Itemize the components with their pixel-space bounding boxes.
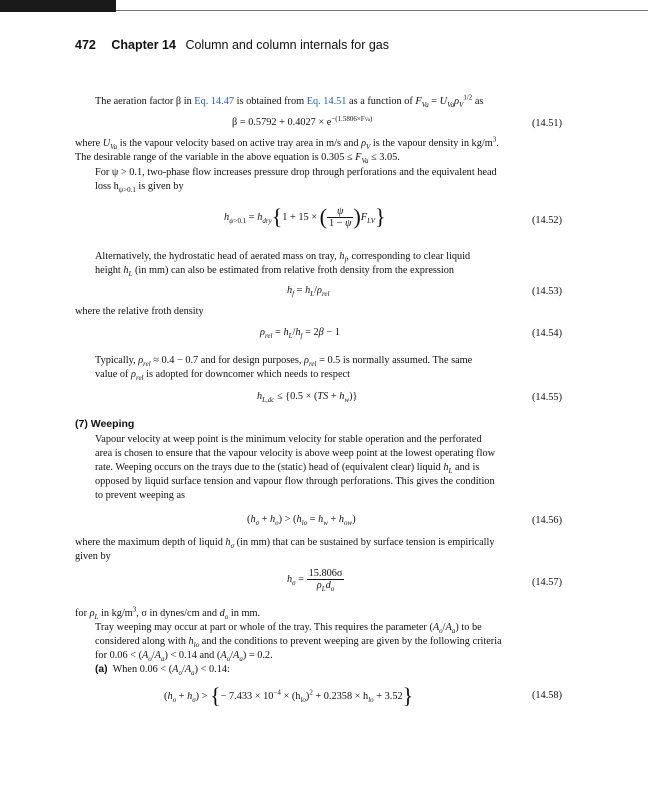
page-number: 472 (75, 38, 96, 52)
paragraph-weeping-3: rate. Weeping occurs on the trays due to the (static) head of (equivalent clear) liquid $h_L$ and is (95, 462, 480, 476)
text: is the vapour density in kg/m (370, 138, 493, 149)
paragraph-typically-2: value of $\rho_{rel}$ is adopted for downcomer which needs to respect (95, 369, 350, 383)
eq-number-14-55: (14.55) (531, 392, 562, 403)
eq-exp-sub: Va (364, 117, 370, 123)
paragraph-weeping-5: to prevent weeping as (95, 490, 186, 501)
text: < 0.14 and (167, 650, 217, 661)
equation-14-53: $h_f = h_L/\rho_{rel}$ (287, 285, 330, 299)
paragraph-where-uva: where $U_{Va}$ is the vapour velocity based on active tray area in m/s and $\rho_V$ is the vapour density in $kg/m^3$. (75, 135, 499, 152)
text: in mm. (228, 608, 261, 619)
subscript: ψ>0.1 (118, 186, 136, 195)
equation-14-55: $h_{L,dc} \le \{0.5 \times (TS + h_w)\}$ (257, 391, 358, 405)
eq-number-14-54: (14.54) (531, 328, 562, 339)
text: is adopted for downcomer which needs to respect (143, 369, 350, 380)
text: is given by (135, 181, 184, 192)
paragraph-alternatively-2: height $h_L$ (in mm) can also be estimated from relative froth density from the expression (95, 265, 455, 279)
top-bar (0, 0, 116, 12)
text: rate. Weeping occurs on the trays due to the (static) head of (equivalent clear) liquid (95, 462, 444, 473)
text: (in mm) that can be sustained by surface tension is empirically (234, 537, 495, 548)
paragraph-max-depth-2: given by (75, 551, 111, 562)
equation-14-52: $h_{\psi>0.1} = h_{dry}\{1 + 15$ × ( $\frac{\psi}{1 - \psi}$ )$F_{LV}$} (224, 204, 386, 230)
paragraph-units: for $\rho_L$ in $kg/m^3$, σ in dynes/cm and $d_o$ in mm. (75, 605, 261, 622)
paragraph-weeping-1: Vapour velocity at weep point is the minimum velocity for stable operation and the perforated (95, 434, 482, 445)
eq-14-47-link[interactable]: Eq. 14.47 (194, 96, 235, 107)
eq-number-14-53: (14.53) (531, 286, 562, 297)
paragraph-tray-weeping-3: for $0.06 < (A_o/A_a) < 0.14$ and $(A_o/A_a) = 0.2$. (95, 650, 273, 664)
eq-text: × (h (280, 691, 301, 702)
eq-text: + 3.52 (373, 691, 403, 702)
text: and the conditions to prevent weeping are given by the following criteria (199, 636, 502, 647)
text: ≤ 3.05. (368, 152, 400, 163)
eq-exp: −4 (273, 688, 281, 697)
text: to be (458, 622, 482, 633)
numerator: 15.806σ (308, 568, 343, 579)
text: loss h (95, 181, 119, 192)
eq-text: β = 0.5792 + 0.4027 × e (232, 117, 332, 128)
eq-exp-end: ) (369, 114, 373, 123)
text: (in mm) can also be estimated from relative froth density from the expression (132, 265, 455, 276)
eq-text: + 0.2358 × h (312, 691, 369, 702)
text: ≈ 0.4 − 0.7 and for design purposes, (150, 355, 305, 366)
eq-number-14-58: (14.58) (531, 690, 562, 701)
eq-exp: −(1.5806×F (331, 114, 365, 123)
subcase-label: (a) (95, 664, 108, 675)
text: Alternatively, the hydrostatic head of aerated mass on tray, (95, 251, 340, 262)
paragraph-range: The desirable range of the variable in the above equation is $0.305 \le F_{Va} \le 3.05$. (75, 152, 400, 166)
text: Tray weeping may occur at part or whole of the tray. This requires the parameter (95, 622, 430, 633)
text: , corresponding to clear liquid (346, 251, 471, 262)
equation-14-56: $(h_\sigma + h_o) > (h_{lo} = h_w + h_{ow})$ (247, 514, 356, 528)
text: < 0.14: (198, 664, 230, 675)
text: for 0.06 < (95, 650, 139, 661)
text: height (95, 265, 124, 276)
text: = 0.5 is normally assumed. The same (316, 355, 473, 366)
paragraph-tray-weeping: Tray weeping may occur at part or whole of the tray. This requires the parameter $(A_o/A_a)$ to be (95, 622, 482, 636)
eq-14-51-link[interactable]: Eq. 14.51 (306, 96, 347, 107)
text: is the vapour velocity based on active tray area in m/s and (117, 138, 362, 149)
paragraph-froth-density: where the relative froth density (75, 306, 204, 317)
eq-number-14-56: (14.56) (531, 515, 562, 526)
text: The aeration factor β in (95, 96, 195, 107)
chapter-label: Chapter 14 (111, 38, 176, 52)
text: is obtained from (234, 96, 307, 107)
equation-14-54: $\rho_{rel} = h_L/h_f = 2\beta - 1$ (260, 327, 340, 341)
chapter-title: Column and column internals for gas (185, 38, 390, 52)
text: Typically, (95, 355, 139, 366)
eq-text: − 7.433 × 10 (220, 691, 274, 702)
text: The desirable range of the variable in the above equation is 0.305 ≤ (75, 152, 356, 163)
subcase-a: (a) When $0.06 < (A_o/A_a) < 0.14$: (95, 664, 230, 678)
eq-number-14-57: (14.57) (531, 577, 562, 588)
paragraph-tray-weeping-2: considered along with $h_{lo}$ and the conditions to prevent weeping are given by the following criteria (95, 636, 502, 650)
paragraph-alternatively: Alternatively, the hydrostatic head of aerated mass on tray, $h_f$, corresponding to clear liquid (95, 251, 471, 265)
text: considered along with (95, 636, 189, 647)
paragraph-weeping-4: opposed by liquid surface tension and vapour flow through perforations. This gives the condition (95, 476, 495, 487)
equation-14-57: $h_\sigma$ = $\frac{15.806\sigma}{\rho_Ld_o}$ (287, 568, 343, 594)
eq-text: ) (305, 691, 310, 702)
text: When 0.06 < (112, 664, 169, 675)
paragraph-typically: Typically, $\rho_{rel} \approx 0.4 - 0.7$ and for design purposes, $\rho_{rel} = 0.5$ is normally assumed. The same (95, 355, 473, 369)
text: in kg/m (98, 608, 133, 619)
paragraph-aeration-factor: The aeration factor β in Eq. 14.47 is obtained from Eq. 14.51 as a function of $F_{Va} = U_{Va}\rho_V^{1/2}$ as (95, 93, 484, 110)
eq-number-14-51: (14.51) (531, 118, 562, 129)
text: for (75, 608, 90, 619)
page-header (75, 38, 389, 52)
text: , σ in dynes/cm and (136, 608, 220, 619)
section-heading-weeping: (7) Weeping (75, 418, 135, 430)
paragraph-two-phase: For ψ > 0.1, two-phase flow increases pressure drop through perforations and the equivalent head (95, 167, 497, 178)
text: where the maximum depth of liquid (75, 537, 226, 548)
paragraph-max-depth: where the maximum depth of liquid $h_\sigma$ (in mm) that can be sustained by surface tension is empirically (75, 537, 495, 551)
paragraph-two-phase-2 (95, 180, 184, 194)
equation-14-51 (232, 114, 373, 128)
text: value of (95, 369, 132, 380)
top-rule (116, 10, 648, 11)
eq-number-14-52: (14.52) (531, 215, 562, 226)
equation-14-58: $(h_o + h_\sigma)$ > {− $7.433 \times 10^{-4} \times (h_{lo})^2 + 0.2358 \times h_{lo} + 3.52$} (164, 683, 414, 708)
text: = 0.2. (246, 650, 273, 661)
text: and is (452, 462, 480, 473)
text: as a function of (346, 96, 416, 107)
paragraph-weeping-2: area is chosen to ensure that the vapour velocity is above weep point at the lowest operating flow (95, 448, 496, 459)
